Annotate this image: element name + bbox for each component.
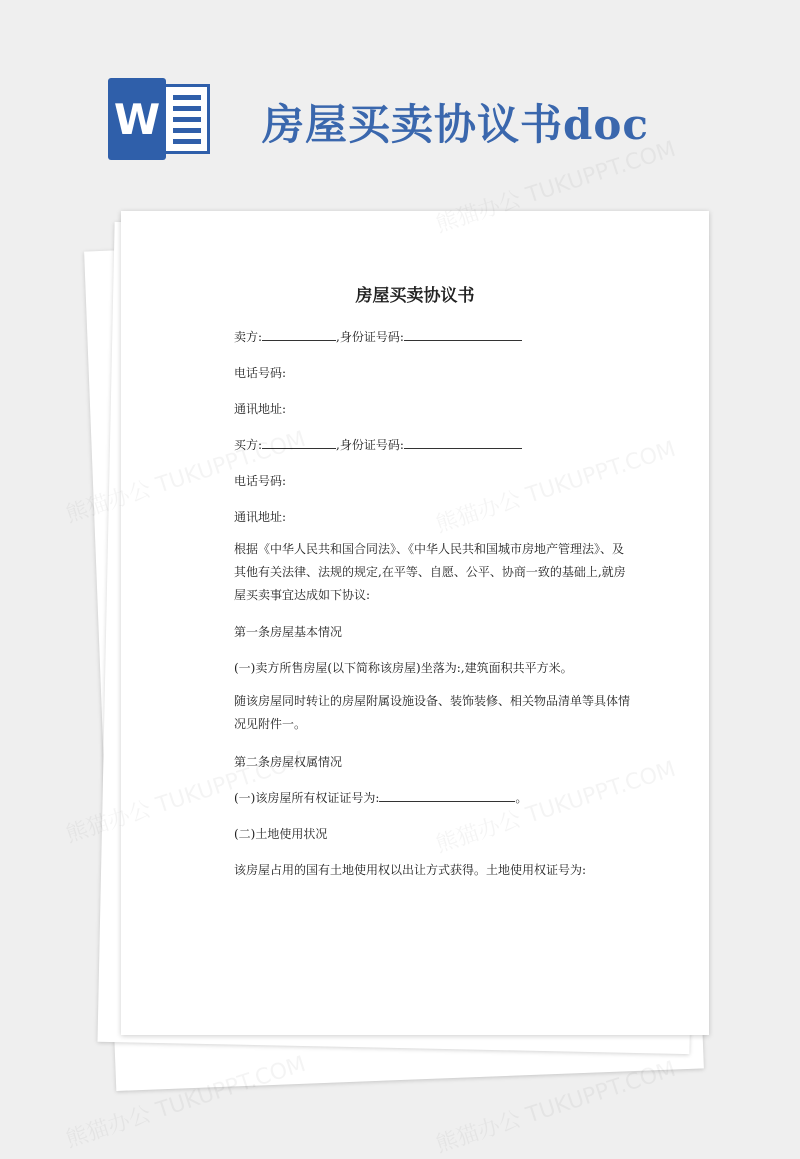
- buyer-id-label: ,身份证号码:: [336, 438, 404, 452]
- certificate-end: 。: [515, 791, 528, 805]
- article-1-item-1: (一)卖方所售房屋(以下简称该房屋)坐落为:,建筑面积共平方米。: [234, 661, 573, 675]
- certificate-blank: [379, 789, 515, 802]
- seller-phone: 电话号码:: [234, 366, 287, 380]
- article-1-paragraph: 随该房屋同时转让的房屋附属设施设备、装饰装修、相关物品清单等具体情况见附件一。: [234, 694, 631, 731]
- document-page: [121, 211, 709, 1035]
- buyer-line: [234, 436, 522, 453]
- article-2-heading: 第二条房屋权属情况: [234, 755, 343, 769]
- seller-line: [234, 328, 522, 345]
- word-document-icon: [108, 78, 214, 160]
- seller-label: 卖方:: [234, 330, 263, 344]
- seller-name-blank: [262, 328, 336, 341]
- header-title: 房屋买卖协议书doc: [262, 100, 649, 149]
- document-title: 房屋买卖协议书: [355, 286, 475, 306]
- seller-address: 通讯地址:: [234, 402, 287, 416]
- page-header: [0, 0, 800, 200]
- seller-id-blank: [404, 328, 522, 341]
- article-1-heading: 第一条房屋基本情况: [234, 625, 343, 639]
- buyer-address: 通讯地址:: [234, 510, 287, 524]
- buyer-phone: 电话号码:: [234, 474, 287, 488]
- seller-id-label: ,身份证号码:: [336, 330, 404, 344]
- word-badge: W: [108, 78, 166, 160]
- article-2-item-1: [234, 789, 527, 806]
- certificate-label: (一)该房屋所有权证证号为:: [234, 791, 380, 805]
- intro-paragraph: 根据《中华人民共和国合同法》、《中华人民共和国城市房地产管理法》、及其他有关法律、法规的规定,在平等、自愿、公平、协商一致的基础上,就房屋买卖事宜达成如下协议:: [234, 542, 626, 602]
- buyer-name-blank: [262, 436, 336, 449]
- article-2-paragraph: 该房屋占用的国有土地使用权以出让方式获得。土地使用权证号为:: [234, 863, 587, 877]
- buyer-label: 买方:: [234, 438, 263, 452]
- article-2-item-2: (二)土地使用状况: [234, 827, 328, 841]
- buyer-id-blank: [404, 436, 522, 449]
